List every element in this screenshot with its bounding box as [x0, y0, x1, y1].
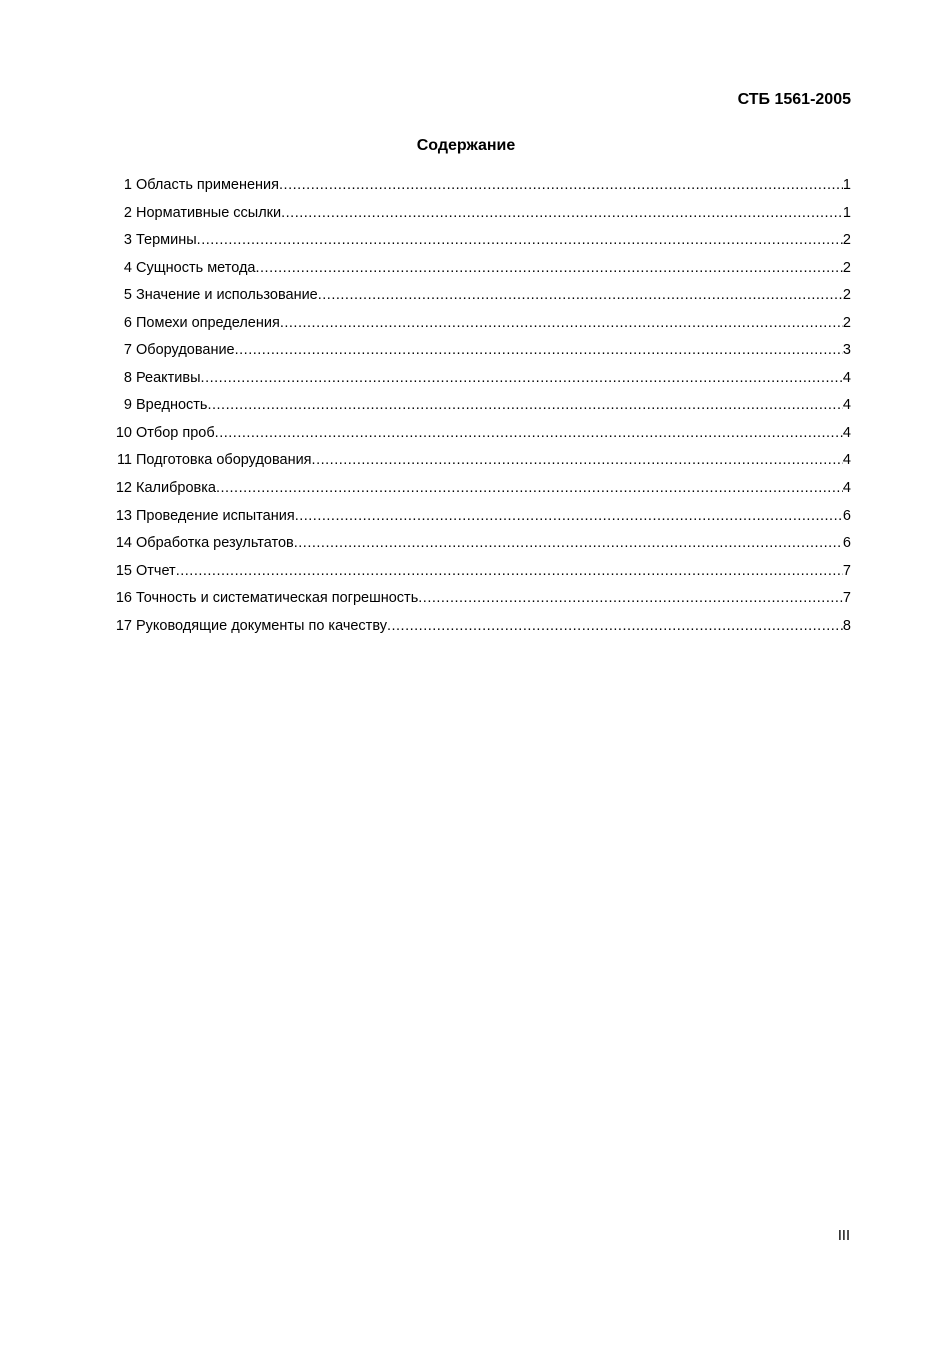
toc-entry-leader	[280, 312, 843, 334]
toc-entry[interactable]	[112, 587, 851, 615]
toc-entry-label: Помехи определения	[136, 314, 280, 331]
toc-entry-number: 5	[123, 287, 132, 304]
toc-entry-label: Руководящие документы по качеству	[136, 617, 387, 634]
toc-entry-number: 10	[115, 424, 132, 441]
toc-entry-label: Сущность метода	[136, 259, 256, 276]
toc-entry-page: 4	[842, 452, 851, 469]
toc-entry[interactable]	[112, 312, 851, 340]
toc-entry-number: 8	[123, 369, 132, 386]
toc-entry-page: 2	[842, 259, 851, 276]
toc-entry-leader	[279, 174, 843, 196]
toc-entry-page: 7	[842, 590, 851, 607]
toc-entry-leader	[215, 422, 843, 444]
toc-entry-page: 4	[842, 369, 851, 386]
toc-entry[interactable]	[112, 615, 851, 643]
toc-entry-number: 11	[116, 452, 132, 469]
toc-entry[interactable]	[112, 229, 851, 257]
toc-entry-leader	[201, 367, 843, 389]
table-of-contents	[112, 174, 851, 642]
toc-entry-page: 1	[842, 204, 851, 221]
toc-entry-label: Калибровка	[136, 480, 216, 497]
toc-entry-label: Термины	[136, 232, 197, 249]
toc-entry[interactable]	[112, 394, 851, 422]
toc-entry-number: 16	[115, 590, 132, 607]
toc-entry-leader	[281, 202, 843, 224]
toc-entry-page: 3	[842, 342, 851, 359]
toc-entry-leader	[295, 505, 843, 527]
toc-entry[interactable]	[112, 367, 851, 395]
toc-entry-number: 15	[115, 562, 132, 579]
toc-entry[interactable]	[112, 532, 851, 560]
toc-entry[interactable]	[112, 339, 851, 367]
toc-entry-page: 1	[842, 177, 851, 193]
toc-entry-label: Подготовка оборудования	[136, 452, 312, 469]
toc-entry-leader	[207, 394, 842, 416]
toc-entry-number: 13	[115, 507, 132, 524]
toc-entry-number: 6	[123, 314, 132, 331]
toc-entry-leader	[418, 587, 843, 609]
toc-entry-leader	[318, 284, 843, 306]
toc-entry-label: Точность и систематическая погрешность	[136, 590, 419, 607]
toc-entry-label: Область применения	[136, 177, 280, 193]
toc-entry-page: 6	[842, 507, 851, 524]
toc-entry-label: Оборудование	[136, 342, 235, 359]
toc-entry-number: 17	[115, 617, 132, 634]
toc-entry-number: 3	[123, 232, 132, 249]
toc-entry[interactable]	[112, 422, 851, 450]
toc-title: Содержание	[416, 137, 516, 154]
toc-entry-leader	[387, 615, 843, 637]
toc-entry[interactable]	[112, 174, 851, 202]
toc-entry-page: 2	[842, 287, 851, 304]
toc-entry-leader	[256, 257, 843, 279]
toc-entry[interactable]	[112, 449, 851, 477]
toc-entry-page: 6	[842, 535, 851, 552]
toc-entry-label: Нормативные ссылки	[136, 204, 282, 221]
toc-entry-leader	[216, 477, 843, 499]
toc-entry-leader	[176, 560, 843, 582]
toc-entry-label: Отчет	[136, 562, 176, 579]
document-code: СТБ 1561-2005	[737, 91, 851, 108]
toc-entry-page: 4	[842, 480, 851, 497]
toc-entry-number: 1	[123, 177, 132, 193]
toc-entry-label: Вредность	[136, 397, 208, 414]
toc-entry[interactable]	[112, 505, 851, 533]
toc-entry[interactable]	[112, 284, 851, 312]
toc-entry[interactable]	[112, 257, 851, 285]
toc-entry-label: Обработка результатов	[136, 535, 294, 552]
toc-entry-page: 2	[842, 232, 851, 249]
page-number: III	[837, 1228, 850, 1244]
toc-entry-page: 8	[842, 617, 851, 634]
toc-entry-page: 7	[842, 562, 851, 579]
toc-entry-label: Отбор проб	[136, 424, 215, 441]
toc-entry-label: Проведение испытания	[136, 507, 295, 524]
toc-entry-leader	[197, 229, 843, 251]
toc-entry-number: 9	[123, 397, 132, 414]
toc-entry-page: 4	[842, 397, 851, 414]
toc-entry-number: 14	[115, 535, 132, 552]
toc-entry-label: Значение и использование	[136, 287, 318, 304]
toc-entry-number: 12	[115, 480, 132, 497]
toc-entry-leader	[312, 449, 843, 471]
toc-entry[interactable]	[112, 560, 851, 588]
toc-entry[interactable]	[112, 477, 851, 505]
toc-entry-number: 2	[123, 204, 132, 221]
toc-entry-number: 4	[123, 259, 132, 276]
toc-entry-label: Реактивы	[136, 369, 201, 386]
toc-entry-number: 7	[123, 342, 132, 359]
toc-entry-page: 2	[842, 314, 851, 331]
toc-entry-leader	[235, 339, 843, 361]
toc-entry-page: 4	[842, 424, 851, 441]
toc-entry-leader	[294, 532, 843, 554]
toc-entry[interactable]	[112, 202, 851, 230]
